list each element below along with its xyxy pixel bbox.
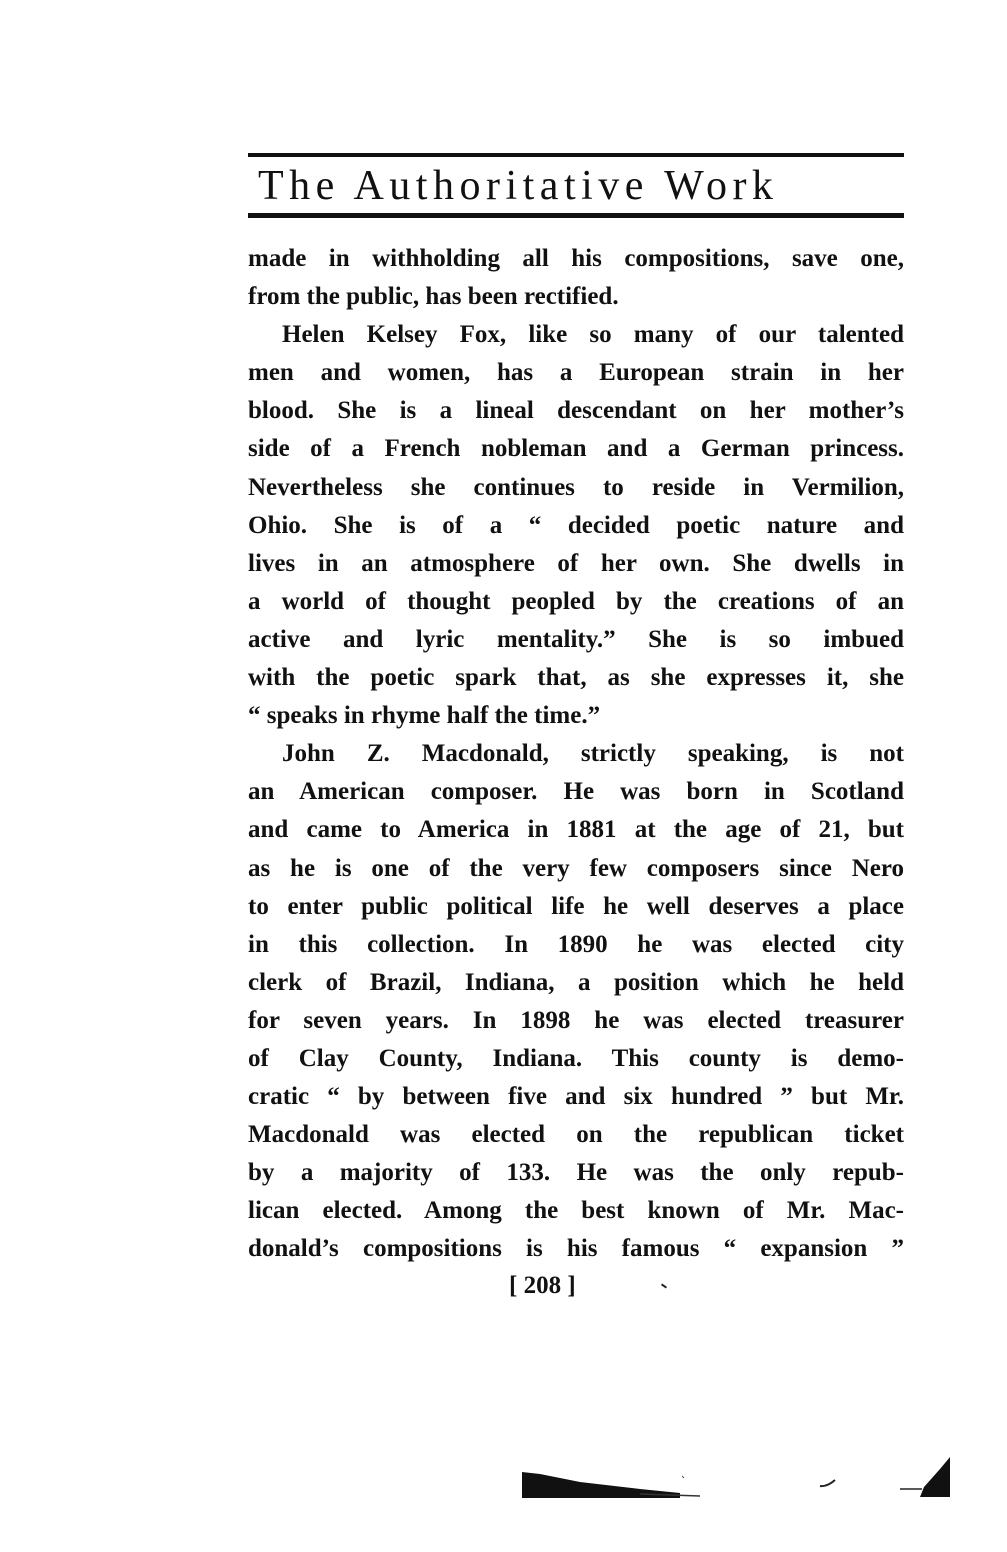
text-line: an American composer. He was born in Scotland <box>248 778 904 806</box>
text-line: with the poetic spark that, as she expresses it, she <box>248 664 904 692</box>
page-number: [ 208 ] <box>509 1272 576 1299</box>
text-line: as he is one of the very few composers since Nero <box>248 854 904 882</box>
text-line: in this collection. In 1890 he was elected city <box>248 930 904 958</box>
running-head: The Authoritative Work <box>258 163 779 209</box>
text-line: by a majority of 133. He was the only repub- <box>248 1159 904 1187</box>
text-line: lican elected. Among the best known of Mr. Mac- <box>248 1197 904 1225</box>
text-line: cratic “ by between five and six hundred ” but Mr. <box>248 1083 904 1111</box>
text-line: made in withholding all his compositions, save one, <box>248 245 904 272</box>
text-line: for seven years. In 1898 he was elected treasurer <box>248 1006 904 1034</box>
text-line: to enter public political life he well deserves a place <box>248 892 904 920</box>
text-line: donald’s compositions is his famous “ expansion ” <box>248 1235 904 1263</box>
text-line: blood. She is a lineal descendant on her mother’s <box>248 397 904 425</box>
scan-artifact-left <box>520 1466 702 1500</box>
text-line: Helen Kelsey Fox, like so many of our talented <box>282 321 904 349</box>
scan-artifact-mid <box>819 1478 837 1488</box>
text-line: Nevertheless she continues to reside in Vermilion, <box>248 473 904 501</box>
text-line: and came to America in 1881 at the age of 21, but <box>248 816 904 844</box>
text-line: side of a French nobleman and a German princess. <box>248 435 904 463</box>
text-line: lives in an atmosphere of her own. She dwells in <box>248 549 904 577</box>
header-rule-top <box>248 153 904 157</box>
text-line: of Clay County, Indiana. This county is demo- <box>248 1044 904 1072</box>
body-text <box>248 240 904 1269</box>
ink-speck <box>661 1283 667 1288</box>
text-line: Macdonald was elected on the republican ticket <box>248 1121 904 1149</box>
text-line: men and women, has a European strain in her <box>248 359 904 387</box>
text-line: John Z. Macdonald, strictly speaking, is not <box>282 740 904 768</box>
text-line: from the public, has been rectified. <box>248 283 619 311</box>
text-line: Ohio. She is of a “ decided poetic nature and <box>248 511 904 539</box>
header-rule-bottom <box>248 213 904 218</box>
text-line: “ speaks in rhyme half the time.” <box>248 702 601 730</box>
text-line: clerk of Brazil, Indiana, a position which he held <box>248 968 904 996</box>
text-line: a world of thought peopled by the creations of an <box>248 587 904 615</box>
text-line: active and lyric mentality.” She is so imbued <box>248 625 904 653</box>
scan-artifact-right <box>900 1455 954 1499</box>
